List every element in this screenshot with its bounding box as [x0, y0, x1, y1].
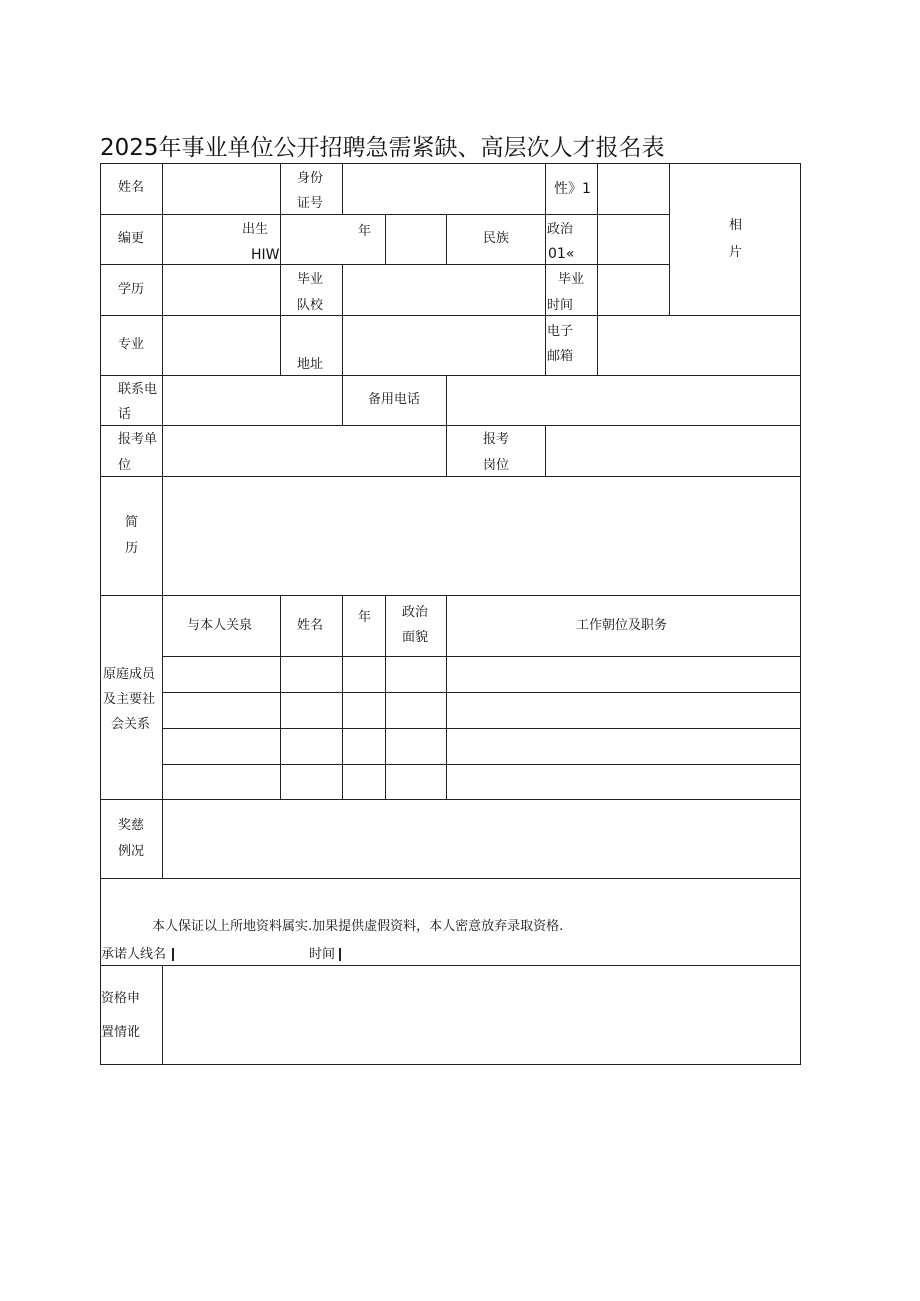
time-cursor-mark	[339, 948, 341, 961]
family-label-line2: 及主要社	[103, 692, 156, 707]
family-row-1[interactable]	[163, 657, 800, 692]
id-number-label-line1: 身份	[297, 171, 324, 186]
applied-unit-input[interactable]	[163, 426, 446, 476]
row-border	[100, 595, 801, 596]
family-header-political-line1: 政治	[402, 605, 429, 620]
signer-label: 承诺人线名	[101, 947, 167, 962]
ethnicity-label: 民族	[483, 231, 510, 246]
family-header-political-line2: 面貌	[402, 630, 429, 645]
signature-cursor-mark	[172, 948, 174, 961]
graduate-school-label-line1: 毕业	[297, 272, 324, 287]
political-status-label-line2: 01«	[548, 246, 575, 262]
id-number-label-line2: 证号	[297, 196, 324, 211]
table-left-border	[100, 163, 101, 1065]
political-status-label-line1: 政治	[547, 222, 574, 237]
family-header-relation: 与本人关泉	[187, 618, 253, 633]
pledge-time-label: 时间	[309, 947, 336, 962]
year-label: 年	[358, 224, 372, 239]
age-input[interactable]	[386, 215, 446, 264]
major-label: 专业	[118, 337, 145, 352]
graduate-school-input[interactable]	[343, 265, 545, 315]
birth-label-line2: HIW	[251, 247, 280, 263]
birth-date-input[interactable]	[281, 215, 342, 264]
awards-label-line1: 奖慈	[118, 818, 145, 833]
id-number-input[interactable]	[343, 164, 545, 214]
pledge-time-input[interactable]	[343, 944, 493, 964]
family-header-name: 姓名	[297, 618, 324, 633]
pledge-statement: 本人保证以上所地资料属实.加果提供虚假资料，本人密意放弃录取资格.	[152, 919, 564, 934]
graduation-time-label-line2: 时间	[547, 298, 574, 313]
applied-post-input[interactable]	[546, 426, 800, 476]
row-border	[100, 1064, 801, 1065]
signature-input[interactable]	[176, 944, 304, 964]
col-border	[545, 163, 546, 375]
education-label: 学历	[118, 282, 145, 297]
family-row-4[interactable]	[163, 765, 800, 799]
resume-label-line1: 简	[125, 515, 139, 530]
photo-label-line2: 片	[729, 245, 743, 260]
major-input[interactable]	[163, 316, 280, 375]
address-label: 地址	[297, 357, 324, 372]
email-input[interactable]	[598, 316, 800, 375]
address-input[interactable]	[343, 316, 545, 375]
resume-label-line2: 历	[125, 541, 139, 556]
awards-input[interactable]	[163, 800, 800, 878]
row2-label: 编更	[118, 231, 145, 246]
contact-phone-label-line2: 话	[118, 407, 132, 422]
graduation-time-label-line1: 毕业	[558, 272, 585, 287]
family-row-2[interactable]	[163, 693, 800, 728]
applied-unit-label-line2: 位	[118, 458, 132, 473]
graduate-school-label-line2: 队校	[297, 298, 324, 313]
name-input[interactable]	[163, 164, 280, 214]
review-input[interactable]	[163, 966, 800, 1064]
applied-post-label-line2: 岗位	[483, 458, 510, 473]
review-label-line1: 资格申	[101, 991, 141, 1006]
applied-post-label-line1: 报考	[483, 432, 510, 447]
name-label: 姓名	[118, 180, 145, 195]
family-label-line3: 会关系	[111, 717, 151, 732]
email-label-line2: 邮箱	[547, 349, 574, 364]
contact-phone-input[interactable]	[163, 376, 342, 425]
birth-label-line1: 出生	[242, 222, 269, 237]
email-label-line1: 电子	[547, 324, 574, 339]
graduation-time-input[interactable]	[598, 265, 669, 315]
form-title: 2025年事业单位公开招聘急需紧缺、高层次人才报名表	[100, 135, 665, 161]
col-border	[280, 163, 281, 375]
photo-label-line1: 相	[729, 218, 743, 233]
col-border	[446, 214, 447, 264]
backup-phone-input[interactable]	[447, 376, 800, 425]
family-header-age: 年	[358, 610, 372, 625]
gender-input[interactable]	[598, 164, 669, 214]
awards-label-line2: 例况	[118, 844, 145, 859]
review-label-line2: 置情讹	[101, 1025, 141, 1040]
table-right-border	[800, 163, 801, 1065]
resume-input[interactable]	[163, 477, 800, 595]
col-border	[342, 375, 343, 425]
family-row-3[interactable]	[163, 729, 800, 764]
gender-label: 性》1	[554, 181, 591, 197]
contact-phone-label-line1: 联系电	[118, 382, 158, 397]
family-label-line1: 原庭成员	[103, 667, 156, 682]
applied-unit-label-line1: 报考单	[118, 432, 158, 447]
backup-phone-label: 备用电话	[368, 392, 421, 407]
col-border	[446, 425, 447, 476]
row-border	[100, 878, 801, 879]
education-input[interactable]	[163, 265, 280, 315]
political-status-input[interactable]	[598, 215, 669, 264]
photo-area[interactable]	[670, 164, 800, 315]
family-header-work: 工作朝位及职务	[576, 618, 668, 633]
